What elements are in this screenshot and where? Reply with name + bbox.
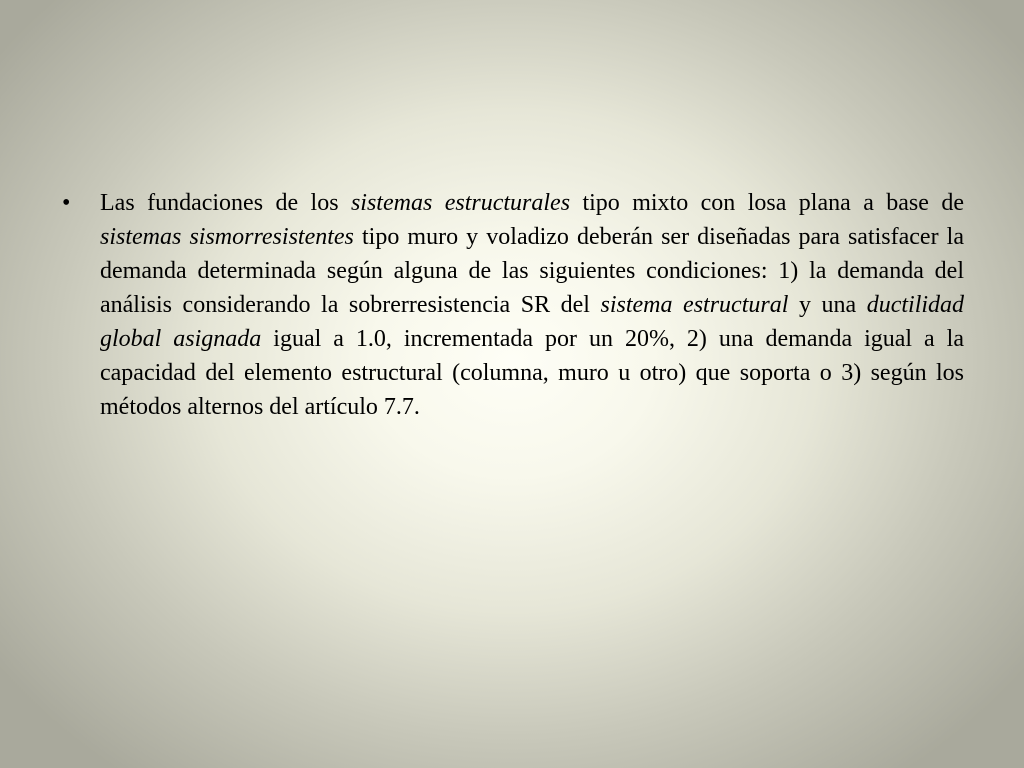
bullet-paragraph [100,186,964,424]
text-segment: igual a 1.0, incrementada por un 20%, 2) una demanda igual a la capacidad del elemento estructural (columna, muro u otro) que soporta o 3) según los métodos alternos del artículo 7.7. [100,326,964,420]
italic-term: sistema estructural [600,292,789,318]
bullet-item [62,186,964,424]
text-segment: tipo muro y voladizo deberán ser diseñadas para satisfacer la demanda determinada según alguna de las siguientes condiciones: 1) la demanda del análisis considerando la sobrerresistencia SR del [100,224,964,318]
text-segment: y una [788,292,867,318]
italic-term: sistemas estructurales [350,190,571,216]
italic-term: sistemas sismorresistentes [100,224,354,250]
italic-term: ductilidad global asignada [100,292,965,352]
text-segment: tipo mixto con losa plana a base de [570,190,964,216]
text-segment: Las fundaciones de los [100,190,351,216]
bullet-icon: • [62,190,71,216]
